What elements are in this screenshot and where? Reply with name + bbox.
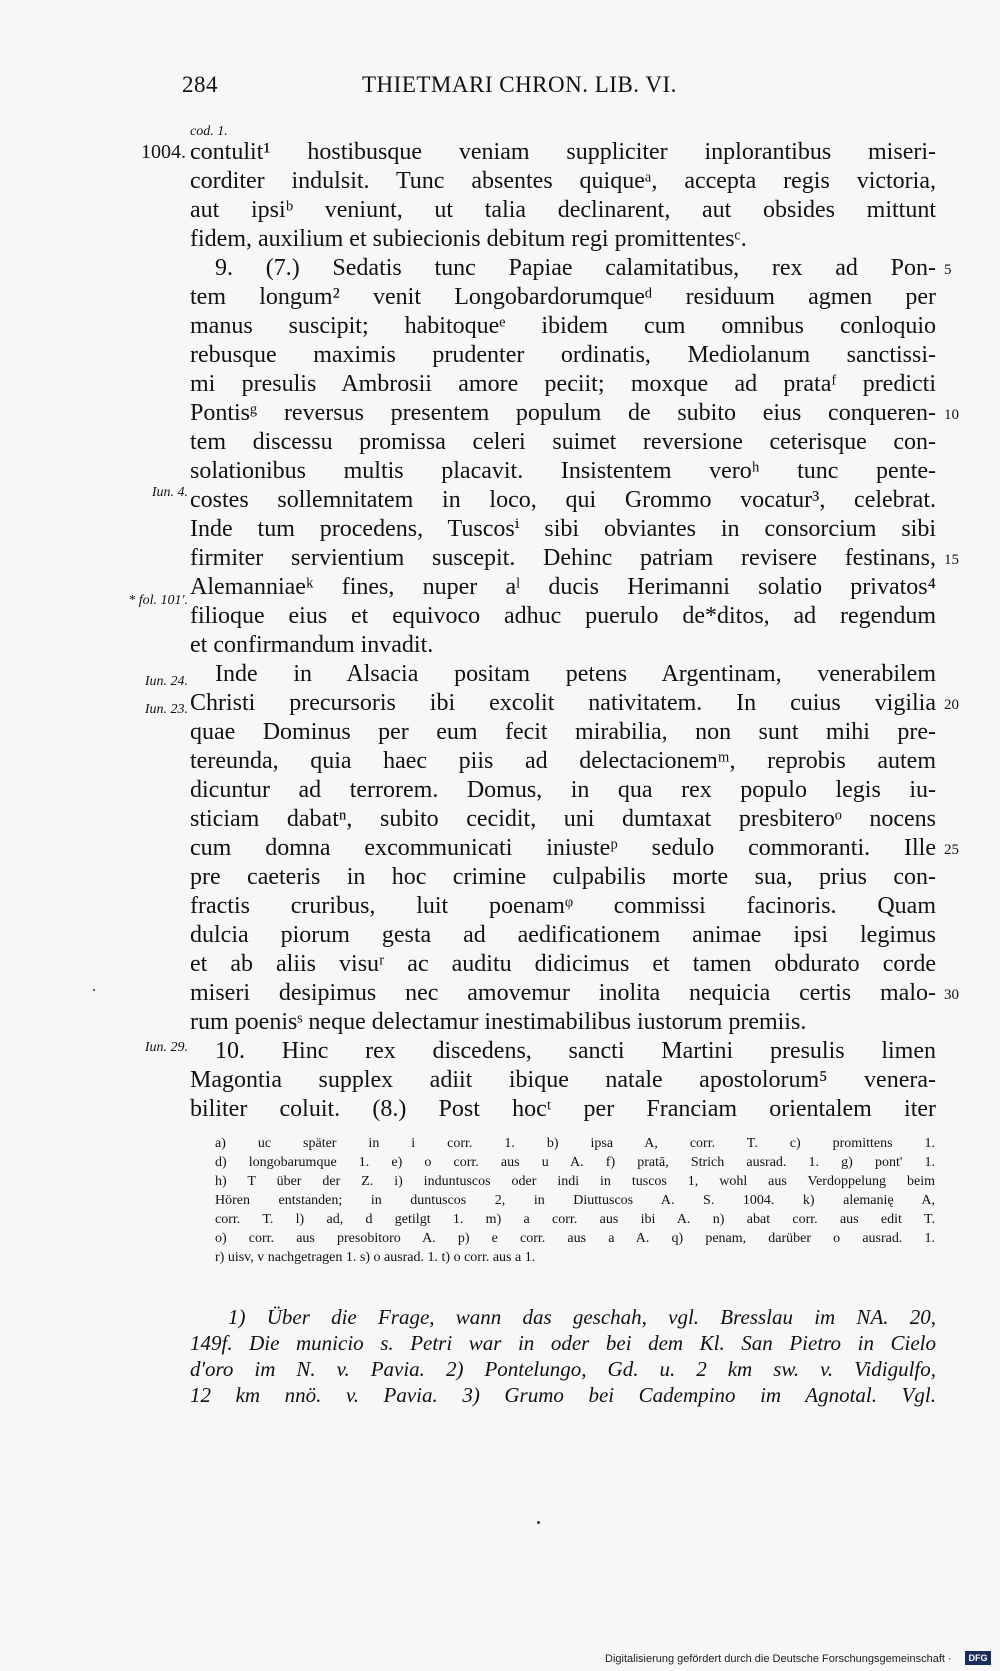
text-line: Magontia supplex adiit ibique natale apostolorum⁵ venera- — [190, 1067, 936, 1093]
print-speck — [93, 989, 95, 991]
margin-year: 1004. — [141, 141, 186, 163]
margin-date-iun24: Iun. 24. — [144, 674, 188, 689]
text-line: fidem, auxilium et subiecionis debitum regi promittentesᶜ. — [190, 226, 747, 252]
text-line: Pontisᵍ reversus presentem populum de subito eius conqueren- — [190, 400, 936, 426]
line-number: 25 — [944, 842, 959, 858]
footnote-line: d'oro im N. v. Pavia. 2) Pontelungo, Gd. u. 2 km sw. v. Vidigulfo, — [190, 1357, 936, 1381]
text-line: miseri desipimus nec amovemur inolita nequicia certis malo- — [190, 980, 936, 1006]
text-line: cum domna excommunicati iniusteᵖ sedulo commoranti. Ille — [190, 835, 936, 861]
text-line: firmiter servientium suscepit. Dehinc patriam revisere festinans, — [190, 545, 936, 571]
text-line: quae Dominus per eum fecit mirabilia, non sunt mihi pre- — [190, 719, 936, 745]
text-line: 9. (7.) Sedatis tunc Papiae calamitatibus, rex ad Pon- — [215, 255, 936, 281]
footnote-line: 1) Über die Frage, wann das geschah, vgl. Bresslau im NA. 20, — [228, 1305, 936, 1329]
cod-note: cod. 1. — [190, 124, 228, 139]
text-line: sticiam dabatⁿ, subito cecidit, uni dumtaxat presbiteroᵒ nocens — [190, 806, 936, 832]
text-line: Alemanniaeᵏ fines, nuper aˡ ducis Herimanni solatio privatos⁴ — [190, 574, 936, 600]
digitization-credit: Digitalisierung gefördert durch die Deutsche Forschungsgemeinschaft · — [605, 1653, 952, 1665]
variant-line: o) corr. aus presobitoro A. p) e corr. aus a A. q) penam, darüber o ausrad. 1. — [215, 1231, 935, 1246]
margin-date-iun29: Iun. 29. — [144, 1040, 188, 1055]
variant-line: a) uc später in i corr. 1. b) ipsa A, corr. T. c) promittens 1. — [215, 1136, 935, 1151]
text-line: solationibus multis placavit. Insistentem veroʰ tunc pente- — [190, 458, 936, 484]
variant-line: corr. T. l) ad, d getilgt 1. m) a corr. aus ibi A. n) abat corr. aus edit T. — [215, 1212, 935, 1227]
line-number: 10 — [944, 407, 959, 423]
text-line: rum poenisˢ neque delectamur inestimabilibus iustorum premiis. — [190, 1009, 807, 1035]
running-title: THIETMARI CHRON. LIB. VI. — [362, 72, 677, 97]
variant-line: r) uisv, v nachgetragen 1. s) o ausrad. 1. t) o corr. aus a 1. — [215, 1250, 536, 1265]
text-line: Inde in Alsacia positam petens Argentinam, venerabilem — [215, 661, 936, 687]
text-line: contulit¹ hostibusque veniam suppliciter inplorantibus miseri- — [190, 139, 936, 165]
text-line: dicuntur ad terrorem. Domus, in qua rex populo legis iu- — [190, 777, 936, 803]
margin-folio: * fol. 101'. — [128, 593, 188, 608]
variant-apparatus — [215, 1134, 935, 1267]
text-line: mi presulis Ambrosii amore peciit; moxque ad prataᶠ predicti — [190, 371, 936, 397]
margin-date-iun4: Iun. 4. — [151, 485, 188, 500]
text-line: 10. Hinc rex discedens, sancti Martini presulis limen — [215, 1038, 936, 1064]
page-number: 284 — [182, 72, 218, 97]
footnotes — [190, 1304, 936, 1408]
dfg-logo: DFG — [965, 1651, 991, 1665]
text-line: tem longum² venit Longobardorumqueᵈ residuum agmen per — [190, 284, 936, 310]
text-line: biliter coluit. (8.) Post hocᵗ per Franciam orientalem iter — [190, 1096, 936, 1122]
text-line: Christi precursoris ibi excolit nativitatem. In cuius vigilia — [190, 690, 936, 716]
footnote-line: 149f. Die municio s. Petri war in oder bei dem Kl. San Pietro in Cielo — [190, 1331, 936, 1355]
text-line: corditer indulsit. Tunc absentes quiqueᵃ, accepta regis victoria, — [190, 168, 936, 194]
variant-line: Hören entstanden; in duntuscos 2, in Diuttuscos A. S. 1004. k) alemanię A, — [215, 1193, 935, 1208]
print-speck — [537, 1521, 540, 1524]
text-line: pre caeteris in hoc crimine culpabilis morte sua, prius con- — [190, 864, 936, 890]
margin-date-iun23: Iun. 23. — [144, 702, 188, 717]
text-line: aut ipsiᵇ veniunt, ut talia declinarent, aut obsides mittunt — [190, 197, 936, 223]
text-line: dulcia piorum gesta ad aedificationem animae ipsi legimus — [190, 922, 936, 948]
footnote-line: 12 km nnö. v. Pavia. 3) Grumo bei Cadempino im Agnotal. Vgl. — [190, 1383, 936, 1407]
variant-line: h) T über der Z. i) induntuscos oder indi in tuscos 1, wohl aus Verdoppelung beim — [215, 1174, 935, 1189]
text-line: rebusque maximis prudenter ordinatis, Mediolanum sanctissi- — [190, 342, 936, 368]
text-line: et ab aliis visuʳ ac auditu didicimus et tamen obdurato corde — [190, 951, 936, 977]
text-line: et confirmandum invadit. — [190, 632, 434, 658]
text-line: manus suscipit; habitoqueᵉ ibidem cum omnibus conloquio — [190, 313, 936, 339]
line-number: 15 — [944, 552, 959, 568]
text-line: filioque eius et equivoco adhuc puerulo de*ditos, ad regendum — [190, 603, 936, 629]
text-line: costes sollemnitatem in loco, qui Grommo vocatur³, celebrat. — [190, 487, 936, 513]
line-number: 20 — [944, 697, 959, 713]
line-number: 30 — [944, 987, 959, 1003]
text-line: fractis cruribus, luit poenamᵠ commissi facinoris. Quam — [190, 893, 936, 919]
text-line: tem discessu promissa celeri suimet reversione ceterisque con- — [190, 429, 936, 455]
text-line: Inde tum procedens, Tuscosⁱ sibi obviantes in consorcium sibi — [190, 516, 936, 542]
line-number: 5 — [944, 262, 952, 278]
text-line: tereunda, quia haec piis ad delectacionemᵐ, reprobis autem — [190, 748, 936, 774]
variant-line: d) longobarumque 1. e) o corr. aus u A. f) pratā, Strich ausrad. 1. g) pont' 1. — [215, 1155, 935, 1170]
